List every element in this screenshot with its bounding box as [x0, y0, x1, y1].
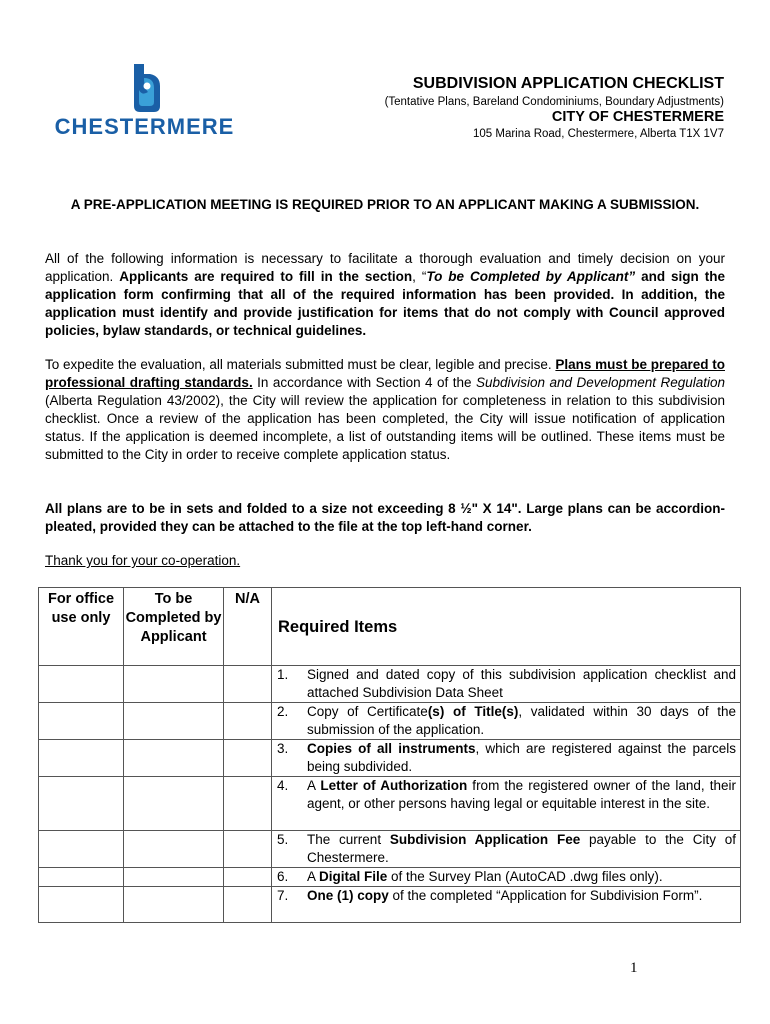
city-address: 105 Marina Road, Chestermere, Alberta T1X 1V7 [472, 128, 724, 140]
table-row [39, 831, 741, 868]
table-row [39, 887, 741, 923]
na-checkbox-cell[interactable] [224, 831, 272, 868]
table-header-row [39, 588, 741, 666]
na-checkbox-cell[interactable] [224, 666, 272, 703]
applicant-checkbox-cell[interactable] [124, 887, 224, 923]
office-use-checkbox-cell[interactable] [39, 703, 124, 740]
item-description: A Digital File of the Survey Plan (AutoCAD .dwg files only). [307, 869, 663, 884]
required-item-cell [272, 666, 741, 703]
item-number: 1. [277, 667, 289, 682]
plans-folding-paragraph: All plans are to be in sets and folded to a size not exceeding 8 ½" X 14". Large plans can be accordion-pleated, provided they can be attached to the file at the top left-hand corner. [45, 501, 725, 534]
office-use-checkbox-cell[interactable] [39, 868, 124, 887]
required-item-cell [272, 887, 741, 923]
page-number: 1 [630, 960, 638, 976]
pre-application-notice: A PRE-APPLICATION MEETING IS REQUIRED PRIOR TO AN APPLICANT MAKING A SUBMISSION. [70, 197, 700, 212]
item-number: 4. [277, 778, 289, 793]
column-header-applicant: To be Completed by Applicant [124, 588, 224, 666]
required-item-cell [272, 831, 741, 868]
evaluation-paragraph: To expedite the evaluation, all materials submitted must be clear, legible and precise. Plans must be prepared to professional drafting standards. In accordance with Section 4 of the Subdivision and Development Regulation (Alberta Regulation 43/2002), the City will review the application for completeness in relation to this subdivision checklist. Once a review of the application has been completed, the City will issue notification of application status. If the application is deemed incomplete, a list of outstanding items will be outlined. These items must be submitted to the City in order to receive complete application status. [45, 357, 725, 462]
office-use-checkbox-cell[interactable] [39, 831, 124, 868]
item-number: 5. [277, 832, 289, 847]
item-description: Copies of all instruments, which are registered against the parcels being subdivided. [307, 741, 736, 774]
table-row [39, 740, 741, 777]
document-title: SUBDIVISION APPLICATION CHECKLIST [412, 75, 724, 92]
item-number: 6. [277, 869, 289, 884]
document-subtitle: (Tentative Plans, Bareland Condominiums, Boundary Adjustments) [384, 96, 724, 108]
applicant-checkbox-cell[interactable] [124, 703, 224, 740]
item-number: 3. [277, 741, 289, 756]
required-item-cell [272, 740, 741, 777]
na-checkbox-cell[interactable] [224, 868, 272, 887]
applicant-checkbox-cell[interactable] [124, 666, 224, 703]
table-row [39, 868, 741, 887]
table-row [39, 666, 741, 703]
required-item-cell [272, 777, 741, 831]
chestermere-logo [32, 62, 257, 140]
chestermere-logo-mark-icon [126, 62, 162, 114]
item-description: Signed and dated copy of this subdivision application checklist and attached Subdivision Data Sheet [307, 667, 736, 700]
required-items-table [38, 587, 741, 923]
required-item-cell [272, 703, 741, 740]
na-checkbox-cell[interactable] [224, 777, 272, 831]
required-item-cell [272, 868, 741, 887]
item-number: 2. [277, 704, 289, 719]
applicant-checkbox-cell[interactable] [124, 868, 224, 887]
column-header-required-items: Required Items [272, 588, 741, 666]
applicant-checkbox-cell[interactable] [124, 740, 224, 777]
na-checkbox-cell[interactable] [224, 740, 272, 777]
item-description: Copy of Certificate(s) of Title(s), validated within 30 days of the submission of the application. [307, 704, 736, 737]
city-name: CITY OF CHESTERMERE [551, 109, 724, 125]
item-description: One (1) copy of the completed “Application for Subdivision Form”. [307, 888, 703, 903]
table-row [39, 703, 741, 740]
table-row [39, 777, 741, 831]
na-checkbox-cell[interactable] [224, 703, 272, 740]
intro-paragraph: All of the following information is necessary to facilitate a thorough evaluation and timely decision on your application. Applicants are required to fill in the section, “To be Completed by Applicant” and sign the application form confirming that all of the required information has been provided. In addition, the application must identify and provide justification for items that do not comply with Council approved policies, bylaw standards, or technical guidelines. [45, 251, 725, 338]
item-description: A Letter of Authorization from the registered owner of the land, their agent, or other persons having legal or equitable interest in the site. [307, 778, 736, 811]
item-description: The current Subdivision Application Fee payable to the City of Chestermere. [307, 832, 737, 865]
logo-wordmark: CHESTERMERE [54, 114, 235, 139]
office-use-checkbox-cell[interactable] [39, 887, 124, 923]
column-header-office-use: For office use only [39, 588, 124, 666]
na-checkbox-cell[interactable] [224, 887, 272, 923]
office-use-checkbox-cell[interactable] [39, 666, 124, 703]
item-number: 7. [277, 888, 289, 903]
column-header-na: N/A [224, 588, 272, 666]
applicant-checkbox-cell[interactable] [124, 831, 224, 868]
thank-you-line: Thank you for your co-operation. [45, 553, 241, 568]
applicant-checkbox-cell[interactable] [124, 777, 224, 831]
office-use-checkbox-cell[interactable] [39, 740, 124, 777]
office-use-checkbox-cell[interactable] [39, 777, 124, 831]
